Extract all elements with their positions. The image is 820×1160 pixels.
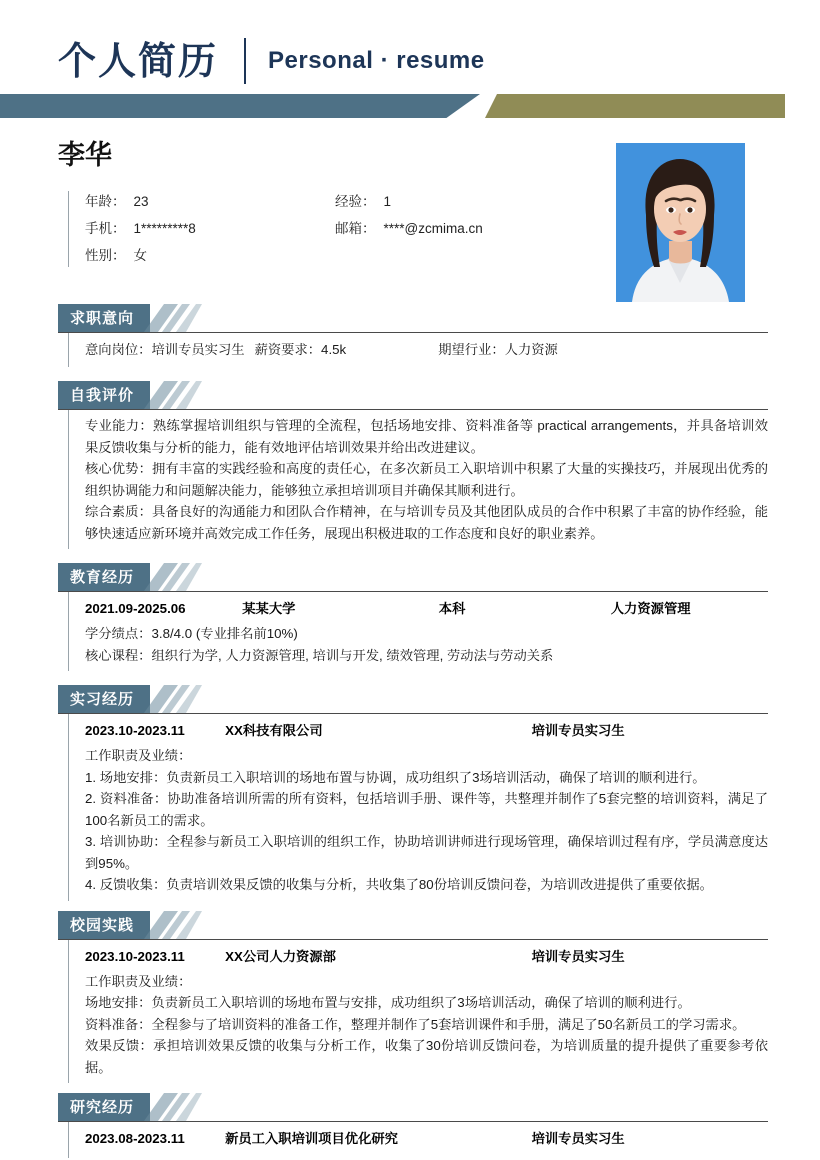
phone-value: 1*********8 xyxy=(133,221,196,236)
age-value: 23 xyxy=(133,194,149,209)
campus-item: 资料准备：全程参与了培训资料的准备工作，整理并制作了5套培训课件和手册，满足了50名新员工的学习需求。 xyxy=(85,1016,746,1032)
gender-value: 女 xyxy=(133,248,147,263)
spacer xyxy=(245,338,255,362)
internship-entry-header xyxy=(85,719,768,743)
campus-entry-header xyxy=(85,945,768,969)
spacer xyxy=(0,1083,820,1093)
info-row xyxy=(85,191,605,213)
phone-label: 手机： xyxy=(85,221,126,236)
section-internship xyxy=(0,685,820,901)
campus-role: 培训专员实习生 xyxy=(531,948,625,964)
experience-label: 经验： xyxy=(335,194,376,209)
internship-item: 2. 资料准备：协助准备培训所需的所有资料，包括培训手册、课件等，共整理并制作了5套完整的培训资料，满足了100名新员工的需求。 xyxy=(85,791,768,828)
self-eval-paragraph: 核心优势：拥有丰富的实践经验和高度的责任心，在多次新员工入职培训中积累了大量的实操技巧，并展现出优秀的组织协调能力和问题解决能力，能够独立承担培训项目并确保其顺利进行。 xyxy=(85,461,768,498)
slash-decoration-icon xyxy=(144,304,202,332)
age-label: 年龄： xyxy=(85,194,126,209)
section-body xyxy=(68,410,768,549)
candidate-photo xyxy=(616,143,745,302)
section-title-education: 教育经历 xyxy=(58,563,150,591)
education-school: 某某大学 xyxy=(242,601,296,616)
spacer xyxy=(0,367,820,381)
gender-label: 性别： xyxy=(85,248,126,263)
section-header xyxy=(58,911,768,939)
section-title-internship: 实习经历 xyxy=(58,685,150,713)
spacer xyxy=(0,901,820,911)
spacer xyxy=(346,338,438,362)
page-title-cn: 个人简历 xyxy=(58,39,219,83)
section-title-campus-practice: 校园实践 xyxy=(58,911,150,939)
research-date: 2023.08-2023.11 xyxy=(85,1131,185,1146)
section-body xyxy=(68,333,768,367)
section-title-job-intent: 求职意向 xyxy=(58,304,150,332)
section-body xyxy=(68,714,768,901)
spacer xyxy=(0,549,820,563)
section-header xyxy=(58,381,768,409)
education-date: 2021.09-2025.06 xyxy=(85,601,186,616)
salary-label: 薪资要求： xyxy=(254,342,322,357)
education-courses: 核心课程：组织行为学, 人力资源管理, 培训与开发, 绩效管理, 劳动法与劳动关系 xyxy=(85,647,554,663)
slash-decoration-icon xyxy=(144,1093,202,1121)
candidate-name: 李华 xyxy=(58,140,112,171)
education-entry-header xyxy=(85,597,768,621)
research-role: 培训专员实习生 xyxy=(531,1131,625,1146)
title-divider xyxy=(244,38,246,84)
research-project: 新员工入职培训项目优化研究 xyxy=(225,1131,398,1146)
info-cell xyxy=(335,191,585,213)
experience-value: 1 xyxy=(383,194,392,209)
campus-org: XX公司人力资源部 xyxy=(225,948,336,964)
info-row xyxy=(85,245,605,267)
section-self-evaluation xyxy=(0,381,820,549)
internship-subtitle: 工作职责及业绩： xyxy=(85,748,192,763)
internship-item: 3. 培训协助：全程参与新员工入职培训的组织工作，协助培训讲师进行现场管理，确保培训过程有序，学员满意度达到95%。 xyxy=(85,834,768,871)
section-body xyxy=(68,592,768,671)
section-education xyxy=(0,563,820,671)
campus-date: 2023.10-2023.11 xyxy=(85,948,185,964)
section-title-self-evaluation: 自我评价 xyxy=(58,381,150,409)
section-research xyxy=(0,1093,820,1158)
education-degree: 本科 xyxy=(438,601,466,616)
section-header xyxy=(58,1093,768,1121)
industry-label: 期望行业： xyxy=(438,342,505,357)
resume-header xyxy=(0,0,820,128)
banner-teal-shape xyxy=(0,94,480,118)
info-cell xyxy=(85,245,335,267)
job-intent-row xyxy=(85,338,768,362)
banner-gold-shape xyxy=(485,94,785,118)
campus-item: 效果反馈：承担培训效果反馈的收集与分析工作，收集了30份培训反馈问卷，为培训质量的提升提供了重要参考依据。 xyxy=(85,1038,768,1075)
internship-date: 2023.10-2023.11 xyxy=(85,723,185,738)
info-cell xyxy=(335,218,585,240)
section-title-research: 研究经历 xyxy=(58,1093,150,1121)
section-header xyxy=(58,304,768,332)
section-body xyxy=(68,940,768,1084)
info-cell xyxy=(85,191,335,213)
section-header xyxy=(58,685,768,713)
section-header xyxy=(58,563,768,591)
internship-item: 1. 场地安排：负责新员工入职培训的场地布置与协调，成功组织了3场培训活动，确保了培训的顺利进行。 xyxy=(85,769,706,785)
self-eval-paragraph: 专业能力：熟练掌握培训组织与管理的全流程，包括场地安排、资料准备等 practical arrangements，并具备培训效果反馈收集与分析的能力，能有效地评估培训效果并给出改进建议。 xyxy=(85,418,768,455)
slash-decoration-icon xyxy=(144,911,202,939)
internship-item: 4. 反馈收集：负责培训效果反馈的收集与分析，共收集了80份培训反馈问卷，为培训改进提供了重要依据。 xyxy=(85,877,713,892)
page-title-en: Personal · resume xyxy=(268,47,485,74)
slash-decoration-icon xyxy=(144,563,202,591)
position-value: 培训专员实习生 xyxy=(151,342,245,357)
education-major: 人力资源管理 xyxy=(610,601,691,616)
email-value: ****@zcmima.cn xyxy=(383,221,483,236)
industry-value: 人力资源 xyxy=(504,342,558,357)
personal-info-block xyxy=(0,128,820,304)
info-row xyxy=(85,218,605,240)
campus-item: 场地安排：负责新员工入职培训的场地布置与安排，成功组织了3场培训活动，确保了培训的顺利进行。 xyxy=(85,995,691,1010)
section-body xyxy=(68,1122,768,1158)
email-label: 邮箱： xyxy=(335,221,376,236)
info-cell xyxy=(85,218,335,240)
slash-decoration-icon xyxy=(144,685,202,713)
section-campus-practice xyxy=(0,911,820,1084)
header-title-group xyxy=(0,0,820,92)
slash-decoration-icon xyxy=(144,381,202,409)
internship-role: 培训专员实习生 xyxy=(531,723,625,738)
section-job-intent xyxy=(0,304,820,367)
id-photo-illustration xyxy=(616,143,745,302)
research-entry-header xyxy=(85,1127,768,1151)
education-gpa: 学分绩点：3.8/4.0 (专业排名前10%) xyxy=(85,626,298,641)
personal-fields xyxy=(68,191,605,267)
header-banner xyxy=(0,94,820,118)
spacer xyxy=(0,671,820,685)
self-eval-paragraph: 综合素质：具备良好的沟通能力和团队合作精神，在与培训专员及其他团队成员的合作中积累了丰富的协作经验，能够快速适应新环境并高效完成工作任务，展现出积极进取的工作态度和良好的职业素养。 xyxy=(85,504,768,541)
salary-value: 4.5k xyxy=(321,342,347,357)
position-label: 意向岗位： xyxy=(85,342,152,357)
internship-company: XX科技有限公司 xyxy=(225,723,323,738)
campus-subtitle: 工作职责及业绩： xyxy=(85,973,192,989)
info-cell-empty xyxy=(335,245,585,267)
